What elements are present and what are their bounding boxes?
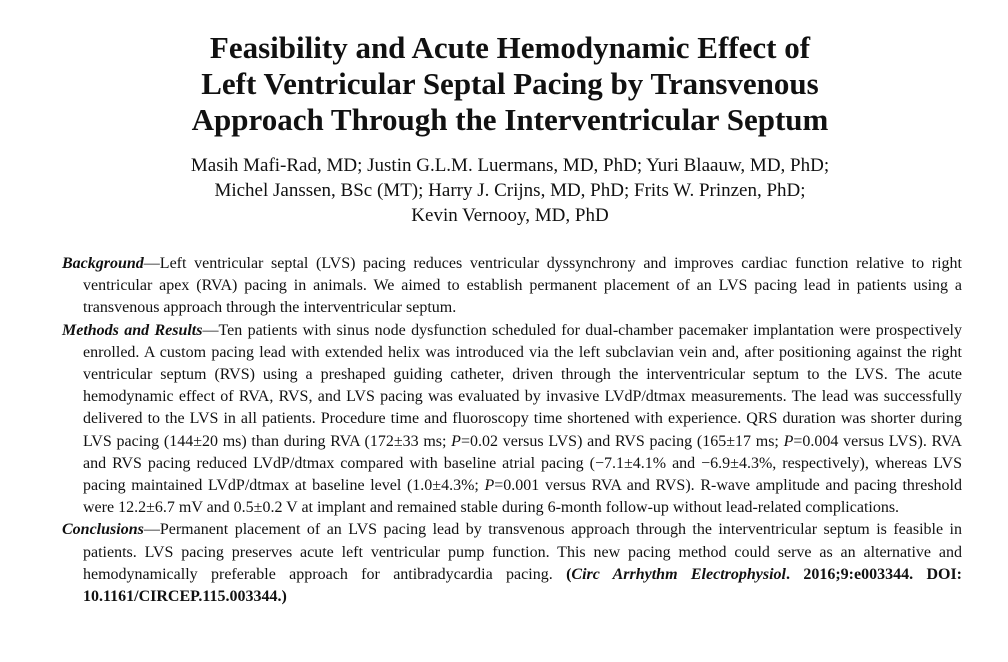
methods-text: =0.004 versus LVS). RVA and RVS pacing reduced LVdP/dtmax compared with baseline atrial pacing (−7.1±4.1% and −6.9±4.3%, respectively), whereas LVS pacing maintained LVdP/dtmax at baseline level (1.0±4.3%; bbox=[83, 432, 962, 495]
abstract bbox=[62, 253, 962, 608]
title-line: Feasibility and Acute Hemodynamic Effect of bbox=[209, 30, 811, 65]
title-line: Left Ventricular Septal Pacing by Transvenous bbox=[201, 66, 819, 101]
p-value-symbol: P bbox=[451, 432, 461, 450]
methods-text: =0.02 versus LVS) and RVS pacing (165±17 ms; bbox=[460, 432, 784, 450]
citation-details: . 2016;9:e003344. DOI: 10.1161/CIRCEP.115.003344.) bbox=[83, 565, 963, 606]
author-line: Kevin Vernooy, MD, PhD bbox=[411, 205, 609, 226]
abstract-background bbox=[62, 253, 962, 320]
background-text: —Left ventricular septal (LVS) pacing reduces ventricular dyssynchrony and improves cardiac function relative to right ventricular apex (RVA) pacing in animals. We aimed to establish permanent placement of an LVS pacing lead in patients using a transvenous approach through the interventricular septum. bbox=[83, 255, 962, 317]
title-line: Approach Through the Interventricular Septum bbox=[191, 102, 829, 137]
p-value-symbol: P bbox=[783, 432, 794, 450]
p-value-symbol: P bbox=[484, 477, 495, 495]
background-label: Background bbox=[62, 255, 144, 272]
abstract-conclusions bbox=[62, 519, 962, 608]
conclusions-label: Conclusions bbox=[62, 521, 144, 539]
author-line: Michel Janssen, BSc (MT); Harry J. Crijns, MD, PhD; Frits W. Prinzen, PhD; bbox=[214, 180, 806, 201]
abstract-methods-results bbox=[62, 320, 962, 520]
methods-text: =0.001 versus RVA and RVS). R-wave amplitude and pacing threshold were 12.2±6.7 mV and 0.5±0.2 V at implant and remained stable during 6-month follow-up without lead-related complications. bbox=[83, 477, 962, 517]
article-title bbox=[60, 30, 960, 138]
citation-open: ( bbox=[566, 565, 572, 583]
citation-journal: Circ Arrhythm Electrophysiol bbox=[571, 565, 786, 583]
methods-text: —Ten patients with sinus node dysfunction scheduled for dual-chamber pacemaker implantation were prospectively enrolled. A custom pacing lead with extended helix was introduced via the left subclavian vein and, after positioning against the right ventricular septum (RVS) using a preshaped guiding catheter, driven through the interventricular septum to the LVS. The acute hemodynamic effect of RVA, RVS, and LVS pacing was evaluated by invasive LVdP/dtmax measurements. The lead was successfully delivered to the LVS in all patients. Procedure time and fluoroscopy time shortened with experience. QRS duration was shorter during LVS pacing (144±20 ms) than during RVA (172±33 ms; bbox=[83, 321, 963, 450]
author-list bbox=[60, 153, 960, 228]
author-line: Masih Mafi-Rad, MD; Justin G.L.M. Luermans, MD, PhD; Yuri Blaauw, MD, PhD; bbox=[190, 155, 830, 176]
methods-results-label: Methods and Results bbox=[62, 321, 203, 339]
conclusions-text: —Permanent placement of an LVS pacing lead by transvenous approach through the interventricular septum is feasible in patients. LVS pacing preserves acute left ventricular pump function. This new pacing method could serve as an alternative and hemodynamically preferable approach for antibradycardia pacing. bbox=[83, 521, 962, 583]
